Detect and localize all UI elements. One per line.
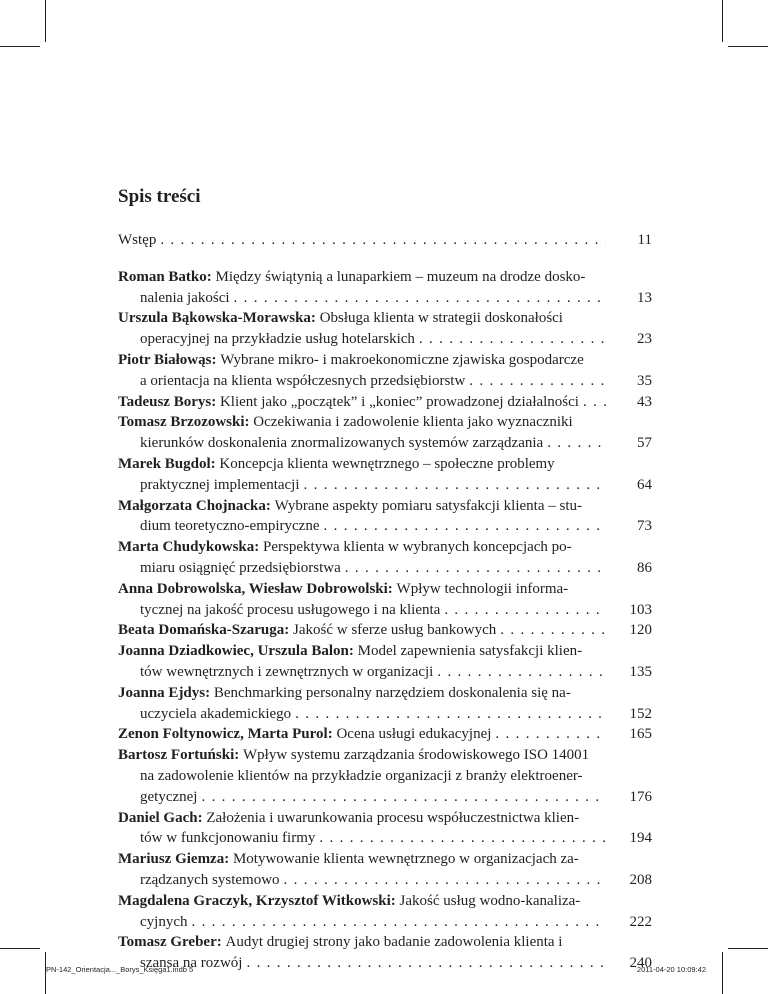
toc-title-line: miaru osiągnięć przedsiębiorstwa <box>140 559 341 576</box>
page-number: 11 <box>637 232 652 248</box>
toc-title-line: tycznej na jakość procesu usługowego i na klienta <box>140 601 441 618</box>
toc-entry[interactable] <box>118 745 652 807</box>
dot-leader <box>191 912 606 933</box>
page-number: 35 <box>637 372 652 389</box>
toc-entry[interactable] <box>118 392 652 413</box>
toc-author: Joanna Ejdys: <box>118 684 211 701</box>
toc-author: Beata Domańska-Szaruga: <box>118 622 290 639</box>
dot-leader <box>437 662 606 683</box>
page-number: 240 <box>629 955 652 972</box>
toc-entry[interactable] <box>118 620 652 641</box>
toc-author: Piotr Białowąs: <box>118 351 217 368</box>
page-number: 57 <box>637 435 652 452</box>
dot-leader <box>319 828 606 849</box>
toc-entry[interactable] <box>118 641 652 683</box>
toc-entry[interactable] <box>118 579 652 621</box>
toc-title-line: Wpływ systemu zarządzania środowiskowego ISO 14001 <box>243 747 590 764</box>
toc-author: Bartosz Fortuński: <box>118 747 240 764</box>
page-number: 103 <box>629 601 652 618</box>
dot-leader <box>234 288 606 309</box>
toc-title-line: tów w funkcjonowaniu firmy <box>140 830 316 847</box>
page-number: 208 <box>629 871 652 888</box>
toc-author: Marta Chudykowska: <box>118 539 260 556</box>
page-number: 64 <box>637 476 652 493</box>
page-number: 73 <box>637 518 652 535</box>
crop-mark <box>0 46 40 47</box>
dot-leader <box>246 953 606 974</box>
toc-title-line: na zadowolenie klientów na przykładzie organizacji z branży elektroener- <box>140 767 583 784</box>
print-slug-file: PN-142_Orientacja..._Borys_Księga1.indb 5 <box>46 965 194 974</box>
toc-author: Tomasz Brzozowski: <box>118 414 250 431</box>
crop-mark <box>728 46 768 47</box>
toc-title-line: Obsługa klienta w strategii doskonałości <box>319 310 563 327</box>
toc-title-line: operacyjnej na przykładzie usług hotelarskich <box>140 331 415 348</box>
toc-title-line: Wybrane aspekty pomiaru satysfakcji klienta – stu- <box>274 497 582 514</box>
toc-title-line: Motywowanie klienta wewnętrznego w organizacjach za- <box>232 851 579 868</box>
toc-title-line: tów wewnętrznych i zewnętrznych w organizacji <box>140 663 434 680</box>
dot-leader <box>324 516 606 537</box>
table-of-contents <box>118 230 652 974</box>
page-number: 165 <box>629 726 652 743</box>
toc-entry[interactable] <box>118 454 652 496</box>
crop-mark <box>728 948 768 949</box>
toc-title-line: getycznej <box>140 788 198 805</box>
page-number: 176 <box>629 788 652 805</box>
dot-leader <box>201 787 606 808</box>
toc-author: Tadeusz Borys: <box>118 393 217 410</box>
toc-author: Magdalena Graczyk, Krzysztof Witkowski: <box>118 892 396 909</box>
page-number: 23 <box>637 331 652 348</box>
toc-entry[interactable] <box>118 849 652 891</box>
crop-mark <box>45 0 46 42</box>
toc-entry[interactable] <box>118 350 652 392</box>
toc-title-line: Między świątynią a lunaparkiem – muzeum na drodze dosko- <box>215 268 586 285</box>
toc-author: Joanna Dziadkowiec, Urszula Balon: <box>118 643 354 660</box>
page-number: 152 <box>629 705 652 722</box>
toc-author: Anna Dobrowolska, Wiesław Dobrowolski: <box>118 580 393 597</box>
toc-author: Tomasz Greber: <box>118 934 222 951</box>
page-number: 13 <box>637 289 652 306</box>
toc-title-line: Wpływ technologii informa- <box>396 580 569 597</box>
page-number: 86 <box>637 559 652 576</box>
toc-intro-label: Wstęp <box>118 232 157 248</box>
toc-title-line: Klient jako „początek” i „koniec” prowadzonej działalności <box>219 393 579 410</box>
toc-entry[interactable] <box>118 412 652 454</box>
toc-author: Marek Bugdol: <box>118 455 216 472</box>
toc-title-line: rządzanych systemowo <box>140 871 280 888</box>
toc-title-line: Ocena usługi edukacyjnej <box>336 726 492 743</box>
page-number: 194 <box>629 830 652 847</box>
toc-title-line: nalenia jakości <box>140 289 230 306</box>
toc-entry[interactable] <box>118 724 652 745</box>
toc-entry[interactable] <box>118 808 652 850</box>
toc-author: Małgorzata Chojnacka: <box>118 497 271 514</box>
page-title: Spis treści <box>118 186 201 207</box>
page-number: 43 <box>637 393 652 410</box>
toc-entry[interactable] <box>118 932 652 974</box>
dot-leader <box>419 329 606 350</box>
page-number: 135 <box>629 663 652 680</box>
toc-entry[interactable] <box>118 683 652 725</box>
dot-leader <box>495 724 606 745</box>
toc-author: Zenon Foltynowicz, Marta Purol: <box>118 726 333 743</box>
toc-title-line: Audyt drugiej strony jako badanie zadowolenia klienta i <box>225 934 563 951</box>
toc-title-line: Model zapewnienia satysfakcji klien- <box>357 643 583 660</box>
toc-title-line: cyjnych <box>140 913 188 930</box>
dot-leader <box>345 558 606 579</box>
crop-mark <box>722 0 723 42</box>
crop-mark <box>722 952 723 994</box>
dot-leader <box>284 870 606 891</box>
toc-title-line: Koncepcja klienta wewnętrznego – społeczne problemy <box>219 455 555 472</box>
toc-title-line: praktycznej implementacji <box>140 476 300 493</box>
toc-entry[interactable] <box>118 308 652 350</box>
toc-author: Daniel Gach: <box>118 809 203 826</box>
toc-author: Mariusz Giemza: <box>118 851 230 868</box>
dot-leader <box>444 600 606 621</box>
toc-title-line: szansa na rozwój <box>140 955 243 972</box>
crop-mark <box>0 948 40 949</box>
dot-leader <box>295 704 606 725</box>
dot-leader <box>500 620 606 641</box>
toc-title-line: Oczekiwania i zadowolenie klienta jako wyznaczniki <box>253 414 573 431</box>
toc-title-line: kierunków doskonalenia znormalizowanych systemów zarządzania <box>140 435 544 452</box>
toc-entry[interactable] <box>118 891 652 933</box>
toc-title-line: Założenia i uwarunkowania procesu współuczestnictwa klien- <box>206 809 580 826</box>
toc-title-line: Perspektywa klienta w wybranych koncepcjach po- <box>263 539 572 556</box>
page-number: 222 <box>629 913 652 930</box>
toc-title-line: Jakość w sferze usług bankowych <box>293 622 497 639</box>
toc-title-line: Jakość usług wodno-kanaliza- <box>399 892 581 909</box>
toc-entry[interactable] <box>118 537 652 579</box>
page-number: 120 <box>629 622 652 639</box>
dot-leader <box>547 433 606 454</box>
toc-author: Urszula Bąkowska-Morawska: <box>118 310 316 327</box>
dot-leader <box>583 392 606 413</box>
toc-entry[interactable] <box>118 267 652 309</box>
toc-intro[interactable] <box>118 230 652 251</box>
print-slug-timestamp: 2011-04-20 10:09:42 <box>636 965 706 974</box>
toc-title-line: Wybrane mikro- i makroekonomiczne zjawiska gospodarcze <box>220 351 584 368</box>
toc-title-line: a orientacja na klienta współczesnych przedsiębiorstw <box>140 372 466 389</box>
dot-leader <box>469 371 606 392</box>
toc-title-line: Benchmarking personalny narzędziem doskonalenia się na- <box>213 684 571 701</box>
toc-title-line: dium teoretyczno-empiryczne <box>140 518 320 535</box>
toc-title-line: uczyciela akademickiego <box>140 705 292 722</box>
toc-author: Roman Batko: <box>118 268 212 285</box>
dot-leader <box>160 230 606 251</box>
dot-leader <box>304 475 606 496</box>
toc-entry[interactable] <box>118 496 652 538</box>
